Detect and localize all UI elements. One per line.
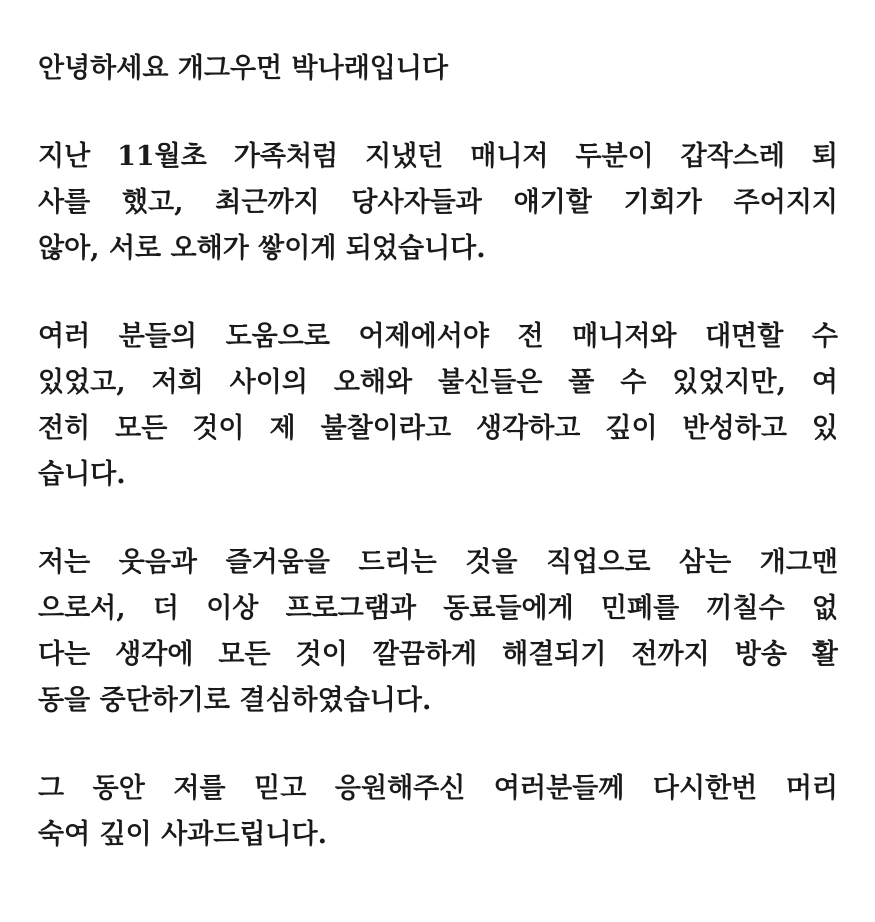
- paragraph-line: 동을 중단하기로 결심하였습니다.: [38, 685, 432, 716]
- paragraph-4: [38, 766, 838, 858]
- greeting-paragraph: [38, 46, 838, 92]
- paragraph-3: [38, 540, 838, 724]
- paragraph-line: 습니다.: [38, 459, 126, 490]
- paragraph-line: 전히 모든 것이 제 불찰이라고 생각하고 깊이 반성하고 있: [38, 413, 838, 444]
- paragraph-line: 숙여 깊이 사과드립니다.: [38, 819, 328, 850]
- paragraph-line: 저는 웃음과 즐거움을 드리는 것을 직업으로 삼는 개그맨: [38, 547, 838, 578]
- paragraph-1: [38, 134, 838, 272]
- paragraph-line: 그 동안 저를 믿고 응원해주신 여러분들께 다시한번 머리: [38, 773, 838, 804]
- statement-document: [38, 38, 838, 858]
- paragraph-gap: [38, 724, 838, 766]
- paragraph-line: 있었고, 저희 사이의 오해와 불신들은 풀 수 있었지만, 여: [38, 367, 838, 398]
- paragraph-line: 다는 생각에 모든 것이 깔끔하게 해결되기 전까지 방송 활: [38, 639, 838, 670]
- paragraph-line: 지난 11월초 가족처럼 지냈던 매니저 두분이 갑작스레 퇴: [38, 141, 838, 172]
- paragraph-line: 으로서, 더 이상 프로그램과 동료들에게 민폐를 끼칠수 없: [38, 593, 838, 624]
- paragraph-gap: [38, 498, 838, 540]
- paragraph-gap: [38, 272, 838, 314]
- paragraph-line: 사를 했고, 최근까지 당사자들과 얘기할 기회가 주어지지: [38, 187, 838, 218]
- paragraph-line: 않아, 서로 오해가 쌓이게 되었습니다.: [38, 233, 486, 264]
- greeting-line: 안녕하세요 개그우먼 박나래입니다: [38, 53, 449, 84]
- paragraph-2: [38, 314, 838, 498]
- paragraph-line: 여러 분들의 도움으로 어제에서야 전 매니저와 대면할 수: [38, 321, 838, 352]
- paragraph-gap: [38, 92, 838, 134]
